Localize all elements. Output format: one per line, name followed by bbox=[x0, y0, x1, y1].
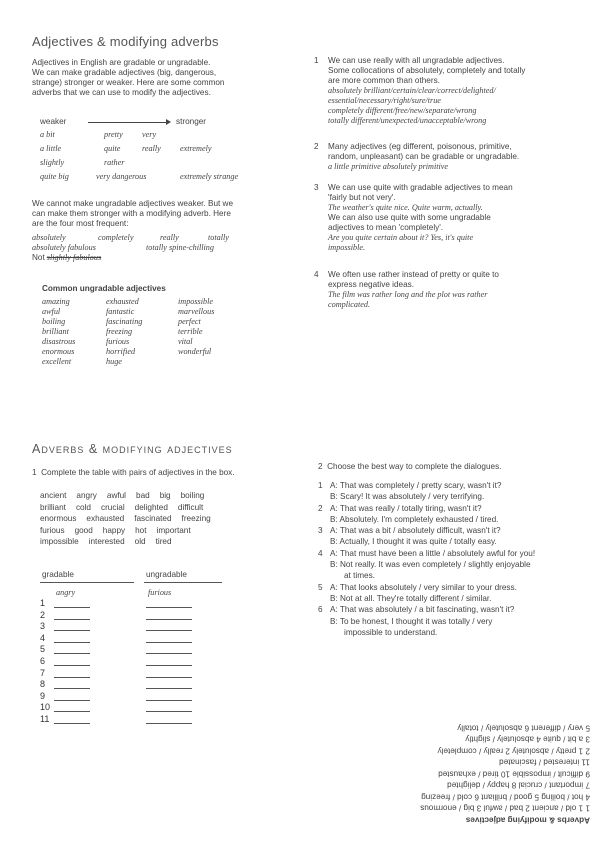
gradable-answer-line[interactable] bbox=[54, 688, 90, 689]
dialogue-2: 2 A: That was really / totally tiring, wasn't it? B: Absolutely. I'm completely exhausted / tired. bbox=[318, 503, 499, 524]
row-number: 6 bbox=[40, 656, 46, 666]
note-3: 3 We can use quite with gradable adjectives to mean 'fairly but not very'. The weather's quite nice. Quite warm, actually. We can also use quite with some ungradable adjectives to mean 'completely'. Are you quite certain about it? Yes, it's quite impossible. bbox=[314, 183, 513, 252]
ex2-dialogues bbox=[318, 480, 593, 638]
note-2: 2 Many adjectives (eg different, poisonous, primitive, random, unpleasant) can be gradable or ungradable. a little primitive absolutely primitive bbox=[314, 142, 520, 171]
row-number: 5 bbox=[40, 644, 46, 655]
ungradable-answer-line[interactable] bbox=[146, 653, 192, 654]
row-number: 9 bbox=[40, 690, 46, 701]
scale-stronger-label: stronger bbox=[176, 117, 207, 126]
dialogue-6: 6 A: That was absolutely / a bit fascinating, wasn't it? B: To be honest, I thought it was totally / very impossible to understand. bbox=[318, 605, 515, 637]
col-gradable-header: gradable bbox=[42, 570, 74, 579]
gradable-answer-line[interactable] bbox=[54, 677, 90, 678]
four-adverbs: absolutely completely really totally absolutely fabulous totally spine-chilling Not slightly fabulous bbox=[32, 233, 229, 262]
ungradable-answer-line[interactable] bbox=[146, 723, 192, 724]
ungradable-answer-line[interactable] bbox=[146, 688, 192, 689]
ungradable-answer-line[interactable] bbox=[146, 711, 192, 712]
common-adjectives-list: amazing exhausted impossible awful fantastic marvellous boiling fascinating perfect brilliant freezing terrible disastrous furious vital enormous horrified wonderful excellent huge bbox=[42, 297, 215, 366]
scale-arrow bbox=[88, 122, 168, 123]
col-ungradable-header: ungradable bbox=[146, 570, 187, 579]
gradable-answer-line[interactable] bbox=[54, 723, 90, 724]
ungradable-answer-line[interactable] bbox=[146, 607, 192, 608]
scale-table: a bit pretty very a little quite really extremely slightly rather quite big very dangerous extremely strange bbox=[40, 130, 239, 181]
gradable-answer-line[interactable] bbox=[54, 642, 90, 643]
gradable-answer-line[interactable] bbox=[54, 630, 90, 631]
row-number: 8 bbox=[40, 679, 46, 690]
ungradable-answer-line[interactable] bbox=[146, 677, 192, 678]
gradable-answer-line[interactable] bbox=[54, 711, 90, 712]
gradable-answer-line[interactable] bbox=[54, 700, 90, 701]
example-ungradable: furious bbox=[148, 588, 172, 597]
gradable-answer-line[interactable] bbox=[54, 607, 90, 608]
intro-paragraph: Adjectives in English are gradable or ungradable. We can make gradable adjectives (big, dangerous, strange) stronger or weaker. Here are some common adverbs that we can use to modify the adjectives. bbox=[32, 58, 225, 97]
gradable-answer-line[interactable] bbox=[54, 665, 90, 666]
row-number: 10 bbox=[40, 702, 51, 713]
para-ungradable: We cannot make ungradable adjectives weaker. But we can make them stronger with a modifying adverb. Here are the four most frequent: bbox=[32, 199, 234, 228]
row-number: 4 bbox=[40, 632, 46, 643]
row-number: 1 bbox=[40, 598, 46, 608]
ungradable-answer-line[interactable] bbox=[146, 665, 192, 666]
ex1-word-box: ancient angry awful bad big boiling brilliant cold crucial delighted difficult enormous exhausted fascinated freezing furious good happy hot important impossible interested old tired bbox=[40, 491, 211, 546]
dialogue-3: 3 A: That was a bit / absolutely difficult, wasn't it? B: Actually, I thought it was quite / totally easy. bbox=[318, 526, 501, 547]
arrow-head-icon bbox=[166, 119, 171, 125]
gradable-answer-line[interactable] bbox=[54, 619, 90, 620]
note-1: 1 We can use really with all ungradable adjectives. Some collocations of absolutely, completely and totally are more common than others. absolutely brilliant/certain/clear/correct/delighted/ essential/necessary/right/sure/true completely different/free/new/separate/wrong totally different/unexpected/unacceptable/wrong bbox=[314, 56, 526, 125]
answer-key-upside-down: Adverbs & modifying adjectives 1 1 old / ancient 2 bad / awful 3 big / enormous 4 hot / boiling 5 good / brilliant 6 cold / freezing 7 important / crucial 8 happy / delighted 9 difficult / impossible 10 tired / exhausted 11 interested / fascinated 2 1 pretty / absolutely 2 really / completely 3 a bit / quite 4 absolutely / slightly 5 very / different 6 absolutely / totally bbox=[420, 723, 590, 825]
row-number: 2 bbox=[40, 609, 46, 620]
ungradable-answer-line[interactable] bbox=[146, 630, 192, 631]
header-rule-gradable bbox=[40, 582, 134, 583]
ungradable-answer-line[interactable] bbox=[146, 619, 192, 620]
bottom-title: Adverbs & modifying adjectives bbox=[32, 442, 233, 456]
ungradable-answer-line[interactable] bbox=[146, 642, 192, 643]
header-rule-ungradable bbox=[144, 582, 222, 583]
ungradable-answer-line[interactable] bbox=[146, 700, 192, 701]
row-number: 11 bbox=[40, 714, 50, 724]
gradable-answer-line[interactable] bbox=[54, 653, 90, 654]
dialogue-4: 4 A: That must have been a little / absolutely awful for you! B: Not really. It was even completely / slightly enjoyable at times. bbox=[318, 548, 536, 581]
dialogue-5: 5 A: That looks absolutely / very similar to your dress. B: Not at all. They're totally different / similar. bbox=[318, 582, 517, 603]
dialogue-1: 1 A: That was completely / pretty scary, wasn't it? B: Scary! It was absolutely / very terrifying. bbox=[318, 481, 502, 502]
row-number: 7 bbox=[40, 667, 46, 678]
scale-weaker-label: weaker bbox=[40, 117, 67, 126]
row-number: 3 bbox=[40, 621, 46, 632]
example-gradable: angry bbox=[56, 588, 76, 597]
note-4: 4 We often use rather instead of pretty or quite to express negative ideas. The film was rather long and the plot was rather complicated. bbox=[314, 270, 499, 309]
top-title: Adjectives & modifying adverbs bbox=[32, 34, 219, 49]
common-title: Common ungradable adjectives bbox=[42, 284, 166, 293]
ex2-instruction: 2 Choose the best way to complete the dialogues. bbox=[318, 462, 502, 471]
ex1-instruction: 1 Complete the table with pairs of adjectives in the box. bbox=[32, 468, 235, 477]
